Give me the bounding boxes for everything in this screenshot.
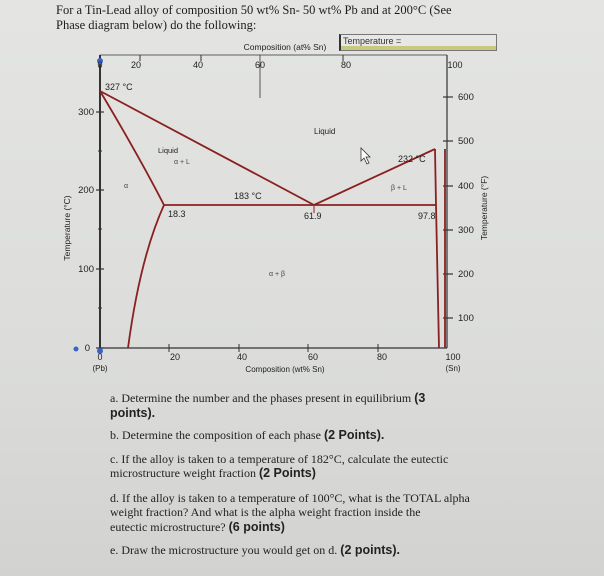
top-axis-title: Composition (at% Sn) xyxy=(243,42,327,52)
left-axis-title: Temperature (°C) xyxy=(62,195,72,261)
problem-statement xyxy=(56,3,496,33)
top-tick-0: 0 xyxy=(97,60,103,70)
beta-composition: 97.8 xyxy=(418,211,436,221)
alpha-composition: 18.3 xyxy=(168,209,186,219)
liquidus-line xyxy=(100,91,435,205)
questions-list xyxy=(110,391,530,565)
right-tick-500: 500 xyxy=(458,136,474,147)
problem-line-1: For a Tin-Lead alloy of composition 50 wt% Sn- 50 wt% Pb and at 200°C (See xyxy=(56,3,452,17)
alpha-solvus-line xyxy=(128,205,164,348)
right-tick-400: 400 xyxy=(458,181,474,192)
sn-label: (Sn) xyxy=(445,364,461,373)
bottom-axis-title: Composition (wt% Sn) xyxy=(245,365,325,374)
left-tick-100: 100 xyxy=(78,264,94,275)
bottom-tick-20: 20 xyxy=(169,352,181,362)
bottom-tick-100: 100 xyxy=(445,352,461,362)
problem-line-2: Phase diagram below) do the following: xyxy=(56,18,257,32)
temperature-label: Temperature = xyxy=(343,36,402,46)
question-e: e. Draw the microstructure you would get on d. (2 points). xyxy=(110,543,400,557)
alpha-liquid-region: α + L xyxy=(174,159,190,166)
phase-diagram xyxy=(60,38,520,390)
alpha-region: α xyxy=(124,183,129,190)
pb-label: (Pb) xyxy=(92,364,108,373)
top-tick-60: 60 xyxy=(254,60,266,70)
question-d: d. If the alloy is taken to a temperature of 100°C, what is the TOTAL alpha weight fraction? And what is the alpha weight fraction inside the eutectic microstructure? (6 points) xyxy=(110,490,470,534)
bottom-tick-40: 40 xyxy=(236,352,248,362)
liquid-region-label-left: Liquid xyxy=(158,146,179,155)
top-tick-40: 40 xyxy=(192,60,204,70)
question-a: a. Determine the number and the phases present in equilibrium (3 points). xyxy=(110,391,426,420)
liquid-region-label: Liquid xyxy=(314,127,336,136)
right-tick-100: 100 xyxy=(458,313,474,324)
left-tick-0: 0 xyxy=(84,343,90,354)
bottom-tick-60: 60 xyxy=(307,352,319,362)
bottom-tick-80: 80 xyxy=(376,352,388,362)
top-tick-20: 20 xyxy=(130,60,142,70)
eutectic-composition: 61.9 xyxy=(304,211,322,221)
beta-liquid-region: β + L xyxy=(391,185,407,192)
question-c: c. If the alloy is taken to a temperature of 182°C, calculate the eutectic microstructure weight fraction (2 Points) xyxy=(110,451,449,480)
phase-boundaries xyxy=(100,91,445,348)
left-tick-200: 200 xyxy=(78,185,94,196)
right-tick-300: 300 xyxy=(458,225,474,236)
sn-melting-point: 232 °C xyxy=(398,154,426,164)
beta-boundary xyxy=(435,149,439,348)
bottom-tick-0: 0 xyxy=(97,352,103,362)
eutectic-temperature: 183 °C xyxy=(234,191,262,201)
right-tick-200: 200 xyxy=(458,269,474,280)
axis-marker-left[interactable] xyxy=(74,347,79,352)
mouse-cursor-icon xyxy=(361,148,370,164)
top-tick-100: 100 xyxy=(447,60,463,70)
top-tick-80: 80 xyxy=(340,60,352,70)
question-b: b. Determine the composition of each phase (2 Points). xyxy=(110,428,385,442)
right-tick-600: 600 xyxy=(458,92,474,103)
left-tick-300: 300 xyxy=(78,107,94,118)
alpha-beta-region: α + β xyxy=(269,271,286,278)
pb-melting-point: 327 °C xyxy=(105,82,133,92)
right-axis-title: Temperature (°F) xyxy=(479,175,489,241)
